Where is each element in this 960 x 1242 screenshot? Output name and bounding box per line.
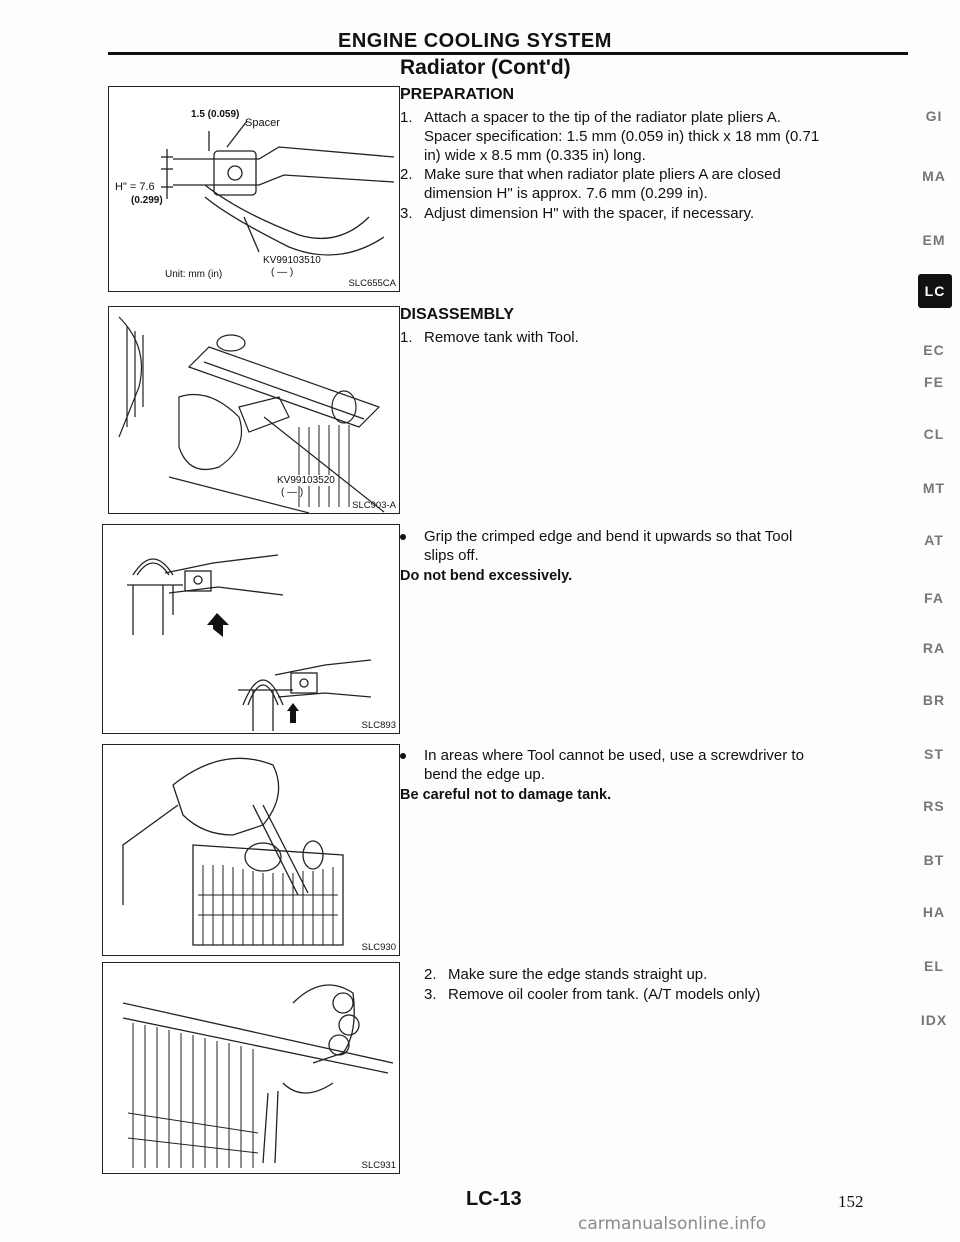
section-title: Radiator (Cont'd)	[400, 56, 571, 79]
section-tab-bt[interactable]: BT	[923, 852, 945, 868]
header-rule	[108, 52, 908, 55]
preparation-step-1	[400, 108, 819, 165]
spacer-thickness-label: 1.5 (0.059)	[191, 109, 240, 120]
bullet-text-line: bend the edge up.	[424, 766, 545, 783]
section-tab-ec[interactable]: EC	[923, 342, 945, 358]
step-number: 3.	[424, 986, 437, 1003]
section-tab-ra[interactable]: RA	[922, 640, 946, 656]
warning-no-excessive-bend: Do not bend excessively.	[400, 568, 573, 584]
section-tab-ma[interactable]: MA	[922, 168, 946, 184]
section-tab-el[interactable]: EL	[924, 958, 944, 974]
disassembly-bullet-2	[400, 746, 910, 786]
down-arrow-icon	[207, 613, 229, 637]
page-header-title: ENGINE COOLING SYSTEM	[338, 30, 612, 52]
figure-code: SLC931	[361, 1160, 396, 1171]
step-number: 2.	[424, 966, 437, 983]
page-label: LC-13	[466, 1188, 522, 1210]
bullet-text-line: Grip the crimped edge and bend it upwards so that Tool	[424, 528, 793, 545]
tool-number-sub-label: ( — )	[271, 267, 294, 278]
bend-edge-drawing	[103, 525, 399, 733]
watermark-text: carmanualsonline.info	[578, 1214, 767, 1234]
step-text-line: Spacer specification: 1.5 mm (0.059 in) thick x 18 mm (0.71	[424, 128, 820, 145]
disassembly-bullet-1	[400, 527, 910, 567]
step-text-line: dimension H" is approx. 7.6 mm (0.299 in).	[424, 185, 708, 202]
step-number: 1.	[400, 329, 413, 346]
bullet-text-line: In areas where Tool cannot be used, use a screwdriver to	[424, 747, 804, 764]
section-tab-idx[interactable]: IDX	[920, 1012, 948, 1028]
preparation-steps	[400, 108, 910, 258]
section-tab-br[interactable]: BR	[922, 692, 946, 708]
figure-remove-tank	[108, 306, 400, 514]
preparation-heading: PREPARATION	[400, 86, 515, 103]
step-text-line: Attach a spacer to the tip of the radiator plate pliers A.	[424, 109, 781, 126]
h-dimension-inch-label: (0.299)	[131, 195, 163, 206]
figure-bend-edge	[102, 524, 400, 734]
edge-straight-drawing	[103, 963, 399, 1173]
up-arrow-icon	[287, 703, 299, 723]
tool-number-sub-label: ( — )	[281, 487, 304, 498]
bullet-text	[400, 527, 792, 565]
spacer-label: Spacer	[245, 117, 280, 129]
figure-edge-straight	[102, 962, 400, 1174]
page-number: 152	[838, 1192, 864, 1211]
section-tab-fa[interactable]: FA	[924, 590, 944, 606]
section-tab-st[interactable]: ST	[924, 746, 944, 762]
remove-tank-drawing	[109, 307, 399, 513]
step-text: Remove oil cooler from tank. (A/T models only)	[448, 986, 761, 1003]
bullet-text-line: slips off.	[424, 547, 479, 564]
preparation-step-2	[400, 165, 781, 203]
section-tab-cl[interactable]: CL	[923, 426, 945, 442]
section-tab-at[interactable]: AT	[924, 532, 944, 548]
step-text-line: Adjust dimension H" with the spacer, if necessary.	[424, 205, 755, 222]
unit-label: Unit: mm (in)	[165, 269, 223, 280]
figure-code: SLC655CA	[348, 278, 396, 289]
step-text-line: Make sure that when radiator plate pliers A are closed	[424, 166, 781, 183]
tool-number-label: KV99103510	[263, 255, 321, 266]
section-tab-gi[interactable]: GI	[925, 108, 943, 124]
step-number: 3.	[400, 205, 413, 222]
disassembly-step-1	[400, 328, 910, 350]
section-tab-ha[interactable]: HA	[922, 904, 946, 920]
preparation-step-3	[400, 204, 754, 223]
disassembly-steps-2-3	[424, 965, 914, 1005]
screwdriver-drawing	[103, 745, 399, 955]
figure-code: SLC903-A	[352, 500, 396, 511]
section-tab-mt[interactable]: MT	[922, 480, 946, 496]
section-tab-fe[interactable]: FE	[924, 374, 944, 390]
section-tab-em[interactable]: EM	[922, 232, 946, 248]
step-text: Make sure the edge stands straight up.	[448, 966, 708, 983]
section-tab-lc[interactable]: LC	[918, 274, 952, 308]
figure-screwdriver	[102, 744, 400, 956]
section-tab-rs[interactable]: RS	[923, 798, 945, 814]
h-dimension-label: H" = 7.6	[115, 181, 155, 193]
warning-tank-damage: Be careful not to damage tank.	[400, 787, 612, 803]
figure-spacer-pliers	[108, 86, 400, 292]
figure-code: SLC893	[361, 720, 396, 731]
bullet-text	[400, 746, 804, 784]
step-number: 1.	[400, 109, 413, 126]
tool-number-label: KV99103520	[277, 475, 335, 486]
figure-code: SLC930	[361, 942, 396, 953]
step-text: Remove tank with Tool.	[424, 329, 579, 346]
step-text-line: in) wide x 8.5 mm (0.335 in) long.	[424, 147, 646, 164]
step-number: 2.	[400, 166, 413, 183]
disassembly-heading: DISASSEMBLY	[400, 306, 515, 323]
